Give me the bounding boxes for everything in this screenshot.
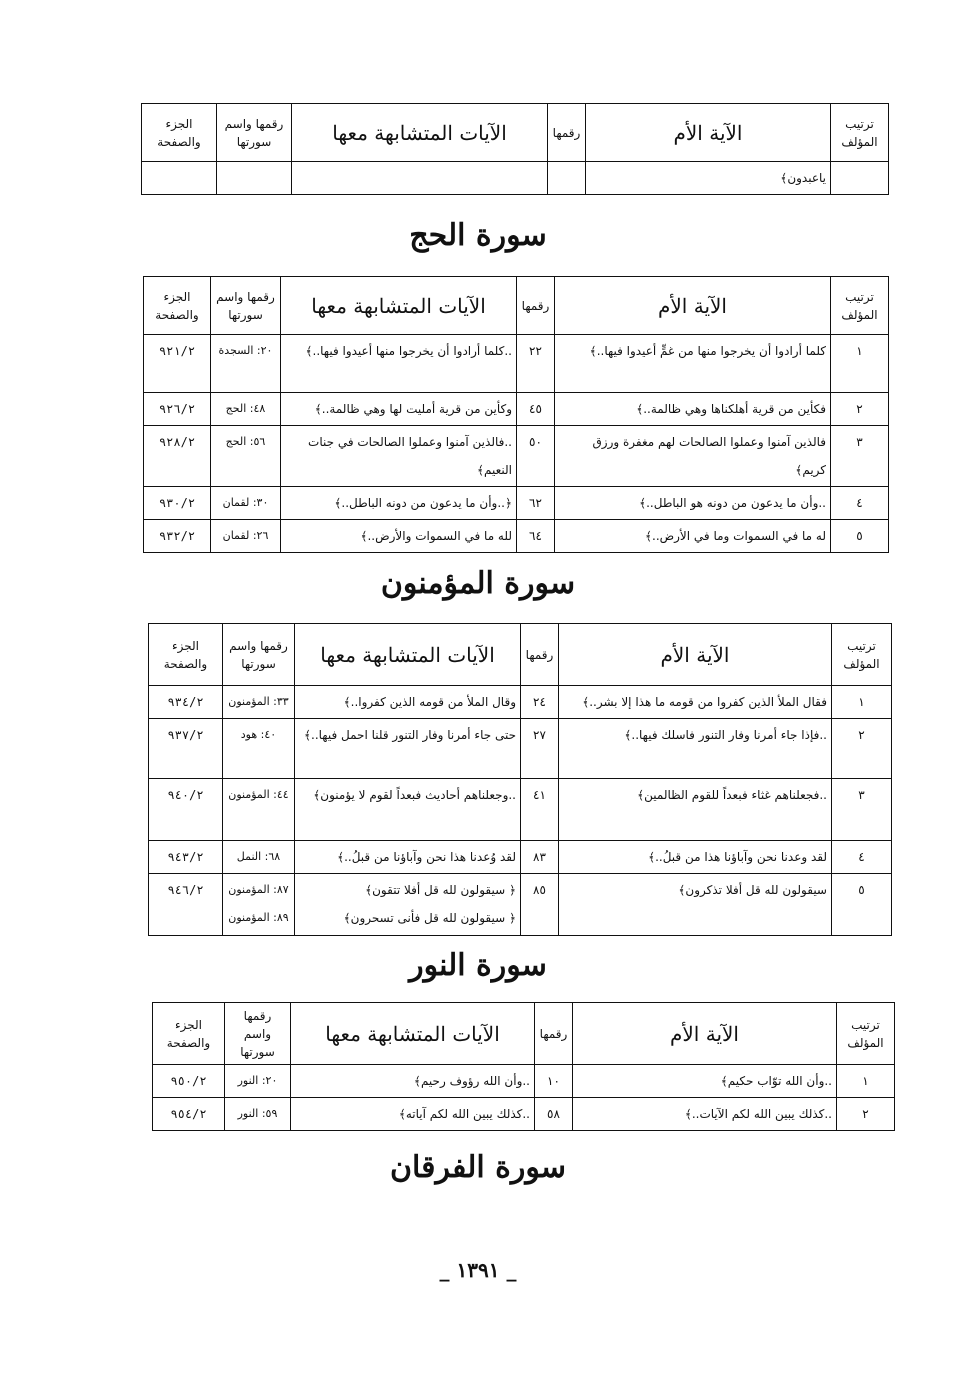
table-row: ١ فقال الملأ الذين كفروا من قومه ما هذا إلا بشر..﴾ ٢٤ وقال الملأ من قومه الذين كفروا..﴾ ٣٣: المؤمنون ٩٣٤/٢ [149,686,892,719]
table-row: ٢ ..كذلك يبين الله لكم الآيات..﴾ ٥٨ ..كذلك يبين الله لكم آياته﴾ ٥٩: النور ٩٥٤/٢ [153,1098,895,1131]
header-main-verse: الآية الأم [559,624,832,686]
header-order: ترتيب المؤلف [831,104,889,162]
surah-title-furqan: سورة الفرقان [389,1150,566,1185]
header-number: رقمها [517,277,555,335]
table-row: ٣ فالذين آمنوا وعملوا الصالحات لهم مغفرة ورزق كريم﴾ ٥٠ ..فالذين آمنوا وعملوا الصالحات في جنات النعيم﴾ ٥٦: الحج ٩٢٨/٢ [144,426,889,487]
table-header-row [144,277,889,335]
table-header-row [153,1003,895,1065]
header-main-verse: الآية الأم [573,1003,837,1065]
table-row: ١ ..وأن الله توّاب حكيم﴾ ١٠ ..وأن الله رؤوف رحيم﴾ ٢٠: النور ٩٥٠/٢ [153,1065,895,1098]
header-similar-verses: الآيات المتشابهة معها [295,624,521,686]
table-row: ٢ ..فإذا جاء أمرنا وفار التنور فاسلك فيها..﴾ ٢٧ حتى جاء أمرنا وفار التنور قلنا احمل فيها..﴾ ٤٠: هود ٩٣٧/٢ [149,719,892,779]
table-row [142,162,889,195]
header-number: رقمها [535,1003,573,1065]
surah-title-muminun: سورة المؤمنون [380,566,576,601]
header-part-page: الجزء والصفحة [142,104,217,162]
header-surah-ref: رقمها واسم سورتها [223,624,295,686]
header-part-page: الجزء والصفحة [149,624,223,686]
surah-title-nur: سورة النور [409,948,547,983]
header-main-verse: الآية الأم [555,277,831,335]
header-surah-ref: رقمها واسم سورتها [217,104,292,162]
table-row: ٢ فكأين من قرية أهلكناها وهي ظالمة..﴾ ٤٥ وكأين من قرية أمليت لها وهي ظالمة..﴾ ٤٨: الحج ٩٢٦/٢ [144,393,889,426]
continuation-table [141,103,889,195]
main-verse-cell: ياعبدون﴾ [586,162,831,195]
muminun-table [148,623,892,936]
table-row: ٤ لقد وعدنا نحن وآباؤنا هذا من قبلُ..﴾ ٨٣ لقد وُعدنا هذا نحن وآباؤنا من قبلُ..﴾ ٦٨: النمل ٩٤٣/٢ [149,841,892,874]
table-row: ٣ ..فجعلناهم غثاء فبعداً للقوم الظالمين﴾ ٤١ ..وجعلناهم أحاديث فبعداً لقوم لا يؤمنون﴾ ٤٤: المؤمنون ٩٤٠/٢ [149,779,892,841]
nur-table [152,1002,895,1131]
page-number: _ ١٣٩١ _ [439,1258,517,1282]
header-order: ترتيب المؤلف [831,277,889,335]
header-similar-verses: الآيات المتشابهة معها [291,1003,535,1065]
header-part-page: الجزء والصفحة [153,1003,225,1065]
header-surah-ref: رقمها واسم سورتها [211,277,281,335]
table-header-row [142,104,889,162]
header-part-page: الجزء والصفحة [144,277,211,335]
table-row: ١ كلما أرادوا أن يخرجوا منها من غمٍّ أعيدوا فيها..﴾ ٢٢ ..كلما أرادوا أن يخرجوا منها أعيدوا فيها..﴾ ٢٠: السجدة ٩٢١/٢ [144,335,889,393]
surah-title-hajj: سورة الحج [409,218,547,253]
header-similar-verses: الآيات المتشابهة معها [292,104,548,162]
header-main-verse: الآية الأم [586,104,831,162]
header-number: رقمها [521,624,559,686]
hajj-table [143,276,889,553]
header-similar-verses: الآيات المتشابهة معها [281,277,517,335]
header-order: ترتيب المؤلف [837,1003,895,1065]
header-surah-ref: رقمها واسم سورتها [225,1003,291,1065]
header-order: ترتيب المؤلف [832,624,892,686]
table-row: ٤ ..وأن ما يدعون من دونه هو الباطل..﴾ ٦٢ ﴿..وأن ما يدعون من دونه الباطل..﴾ ٣٠: لقمان ٩٣٠/٢ [144,487,889,520]
table-row: ٥ سيقولون لله قل أفلا تذكرون﴾ ٨٥ ﴿ سيقولون لله قل أفلا تتقون﴾ ﴿ سيقولون لله قل فأنى تسحرون﴾ ٨٧: المؤمنون ٨٩: المؤمنون ٩٤٦/٢ [149,874,892,936]
table-row: ٥ له ما في السموات وما في الأرض..﴾ ٦٤ لله ما في السموات والأرض..﴾ ٢٦: لقمان ٩٣٢/٢ [144,520,889,553]
table-header-row [149,624,892,686]
header-number: رقمها [548,104,586,162]
